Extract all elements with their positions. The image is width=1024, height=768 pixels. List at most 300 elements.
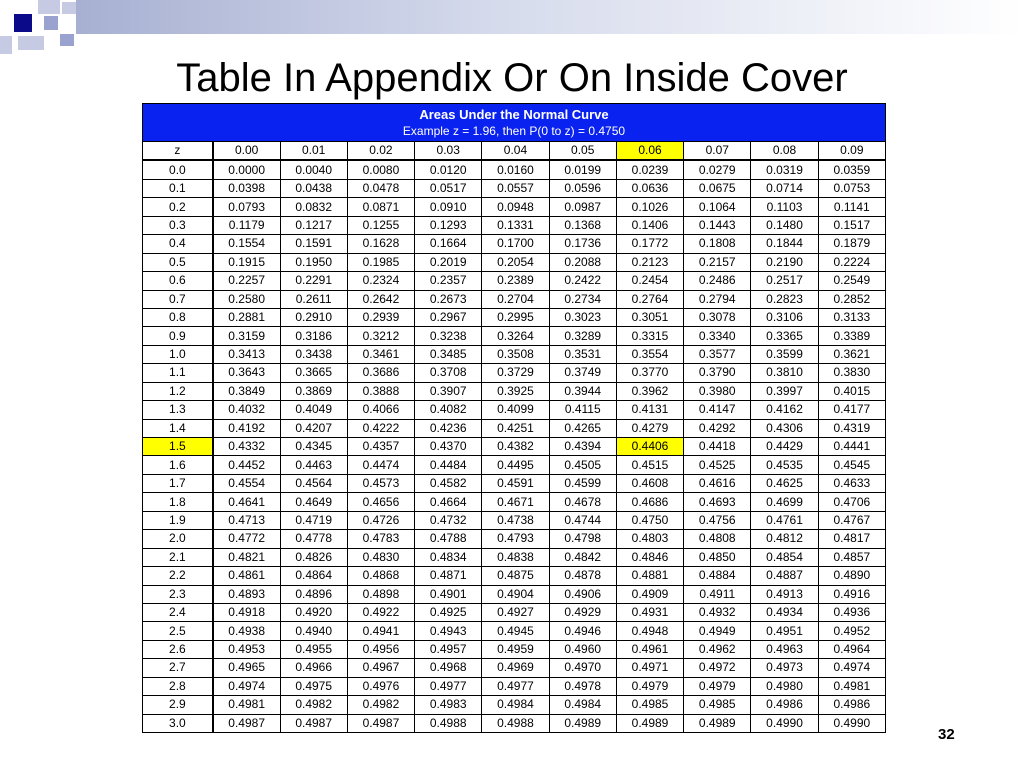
table-cell: 0.4959 xyxy=(482,640,549,658)
table-cell: 0.3315 xyxy=(616,327,683,345)
slide-number: 32 xyxy=(938,726,955,743)
row-z-cell: 2.1 xyxy=(143,548,213,566)
table-cell: 0.3888 xyxy=(347,382,414,400)
table-cell: 0.2486 xyxy=(684,272,751,290)
table-cell: 0.3438 xyxy=(280,345,347,363)
header-cell-z: z xyxy=(143,142,213,161)
table-row xyxy=(143,696,886,714)
table-cell: 0.2881 xyxy=(213,308,280,326)
table-row xyxy=(143,456,886,474)
row-z-cell: 0.4 xyxy=(143,235,213,253)
table-cell: 0.4968 xyxy=(415,659,482,677)
table-cell: 0.0080 xyxy=(347,160,414,179)
table-cell: 0.0279 xyxy=(684,160,751,179)
table-cell: 0.4890 xyxy=(818,567,885,585)
table-cell: 0.4946 xyxy=(549,622,616,640)
table-cell: 0.3365 xyxy=(751,327,818,345)
table-cell: 0.4357 xyxy=(347,438,414,456)
table-cell: 0.1879 xyxy=(818,235,885,253)
header-cell: 0.09 xyxy=(818,142,885,161)
deco-square xyxy=(44,16,58,30)
table-cell: 0.4952 xyxy=(818,622,885,640)
table-row xyxy=(143,419,886,437)
table-cell: 0.4932 xyxy=(684,603,751,621)
header-cell: 0.01 xyxy=(280,142,347,161)
table-cell: 0.4945 xyxy=(482,622,549,640)
table-cell: 0.4515 xyxy=(616,456,683,474)
table-cell: 0.4920 xyxy=(280,603,347,621)
deco-square xyxy=(18,36,44,50)
table-cell: 0.4987 xyxy=(213,714,280,732)
table-cell: 0.4719 xyxy=(280,511,347,529)
table-cell: 0.4953 xyxy=(213,640,280,658)
table-cell: 0.2054 xyxy=(482,253,549,271)
table-row xyxy=(143,401,886,419)
table-cell: 0.4984 xyxy=(482,696,549,714)
table-cell: 0.4956 xyxy=(347,640,414,658)
table-cell: 0.4871 xyxy=(415,567,482,585)
table-cell: 0.2389 xyxy=(482,272,549,290)
row-z-cell: 0.7 xyxy=(143,290,213,308)
table-cell: 0.0596 xyxy=(549,179,616,197)
table-cell: 0.1026 xyxy=(616,198,683,216)
header-cell: 0.04 xyxy=(482,142,549,161)
table-row xyxy=(143,493,886,511)
table-cell: 0.3289 xyxy=(549,327,616,345)
row-z-cell: 2.8 xyxy=(143,677,213,695)
table-cell: 0.4986 xyxy=(751,696,818,714)
deco-square xyxy=(60,34,74,46)
table-cell: 0.4236 xyxy=(415,419,482,437)
table-cell: 0.0359 xyxy=(818,160,885,179)
table-cell: 0.4616 xyxy=(684,474,751,492)
row-z-cell: 1.5 xyxy=(143,438,213,456)
table-cell: 0.4854 xyxy=(751,548,818,566)
table-cell: 0.4788 xyxy=(415,530,482,548)
table-cell: 0.3212 xyxy=(347,327,414,345)
table-cell: 0.0910 xyxy=(415,198,482,216)
table-cell: 0.4957 xyxy=(415,640,482,658)
table-cell: 0.4207 xyxy=(280,419,347,437)
table-cell: 0.2190 xyxy=(751,253,818,271)
table-cell: 0.3665 xyxy=(280,364,347,382)
row-z-cell: 1.8 xyxy=(143,493,213,511)
table-cell: 0.4726 xyxy=(347,511,414,529)
header-cell: 0.07 xyxy=(684,142,751,161)
table-cell: 0.2357 xyxy=(415,272,482,290)
table-cell: 0.4971 xyxy=(616,659,683,677)
table-cell: 0.2549 xyxy=(818,272,885,290)
table-cell: 0.2852 xyxy=(818,290,885,308)
table-cell: 0.4505 xyxy=(549,456,616,474)
table-cell: 0.4441 xyxy=(818,438,885,456)
table-cell: 0.4850 xyxy=(684,548,751,566)
table-cell: 0.3729 xyxy=(482,364,549,382)
table-cell: 0.3461 xyxy=(347,345,414,363)
table-cell: 0.0832 xyxy=(280,198,347,216)
table-cell: 0.4406 xyxy=(616,438,683,456)
table-cell: 0.4452 xyxy=(213,456,280,474)
table-cell: 0.4783 xyxy=(347,530,414,548)
table-cell: 0.4671 xyxy=(482,493,549,511)
table-cell: 0.4808 xyxy=(684,530,751,548)
table-row xyxy=(143,364,886,382)
table-cell: 0.4881 xyxy=(616,567,683,585)
table-cell: 0.4988 xyxy=(415,714,482,732)
table-cell: 0.4686 xyxy=(616,493,683,511)
table-cell: 0.4887 xyxy=(751,567,818,585)
table-cell: 0.4625 xyxy=(751,474,818,492)
table-cell: 0.4032 xyxy=(213,401,280,419)
table-cell: 0.4982 xyxy=(347,696,414,714)
table-cell: 0.4545 xyxy=(818,456,885,474)
row-z-cell: 0.9 xyxy=(143,327,213,345)
table-row xyxy=(143,382,886,400)
table-row xyxy=(143,567,886,585)
table-row xyxy=(143,714,886,732)
table-cell: 0.4989 xyxy=(684,714,751,732)
table-cell: 0.4838 xyxy=(482,548,549,566)
table-banner-row xyxy=(143,104,886,142)
table-cell: 0.4911 xyxy=(684,585,751,603)
header-cell: 0.03 xyxy=(415,142,482,161)
table-cell: 0.4878 xyxy=(549,567,616,585)
table-cell: 0.4989 xyxy=(549,714,616,732)
table-cell: 0.4821 xyxy=(213,548,280,566)
table-cell: 0.2642 xyxy=(347,290,414,308)
table-cell: 0.2422 xyxy=(549,272,616,290)
table-cell: 0.4943 xyxy=(415,622,482,640)
table-cell: 0.4898 xyxy=(347,585,414,603)
row-z-cell: 0.5 xyxy=(143,253,213,271)
table-cell: 0.4901 xyxy=(415,585,482,603)
table-cell: 0.1554 xyxy=(213,235,280,253)
row-z-cell: 1.7 xyxy=(143,474,213,492)
table-cell: 0.0478 xyxy=(347,179,414,197)
table-row xyxy=(143,585,886,603)
table-cell: 0.4941 xyxy=(347,622,414,640)
table-row xyxy=(143,160,886,179)
table-row xyxy=(143,327,886,345)
header-cell: 0.02 xyxy=(347,142,414,161)
table-cell: 0.3997 xyxy=(751,382,818,400)
table-row xyxy=(143,640,886,658)
table-row xyxy=(143,198,886,216)
table-cell: 0.4599 xyxy=(549,474,616,492)
table-cell: 0.4925 xyxy=(415,603,482,621)
table-cell: 0.4981 xyxy=(213,696,280,714)
table-cell: 0.3810 xyxy=(751,364,818,382)
table-cell: 0.3962 xyxy=(616,382,683,400)
row-z-cell: 0.8 xyxy=(143,308,213,326)
table-cell: 0.2123 xyxy=(616,253,683,271)
table-cell: 0.4292 xyxy=(684,419,751,437)
table-cell: 0.4306 xyxy=(751,419,818,437)
table-cell: 0.4778 xyxy=(280,530,347,548)
slide-decoration xyxy=(0,0,1024,60)
table-cell: 0.4099 xyxy=(482,401,549,419)
table-cell: 0.4964 xyxy=(818,640,885,658)
table-cell: 0.4966 xyxy=(280,659,347,677)
table-cell: 0.4974 xyxy=(818,659,885,677)
table-cell: 0.4913 xyxy=(751,585,818,603)
table-cell: 0.0199 xyxy=(549,160,616,179)
table-cell: 0.2157 xyxy=(684,253,751,271)
row-z-cell: 1.4 xyxy=(143,419,213,437)
table-cell: 0.4279 xyxy=(616,419,683,437)
row-z-cell: 0.2 xyxy=(143,198,213,216)
table-row xyxy=(143,272,886,290)
table-cell: 0.4929 xyxy=(549,603,616,621)
table-cell: 0.1664 xyxy=(415,235,482,253)
table-cell: 0.2454 xyxy=(616,272,683,290)
table-cell: 0.3643 xyxy=(213,364,280,382)
table-cell: 0.4649 xyxy=(280,493,347,511)
table-cell: 0.1736 xyxy=(549,235,616,253)
header-cell: 0.08 xyxy=(751,142,818,161)
table-cell: 0.1950 xyxy=(280,253,347,271)
table-cell: 0.4988 xyxy=(482,714,549,732)
table-cell: 0.1808 xyxy=(684,235,751,253)
table-header-row xyxy=(143,142,886,161)
table-cell: 0.2580 xyxy=(213,290,280,308)
table-cell: 0.4967 xyxy=(347,659,414,677)
row-z-cell: 0.1 xyxy=(143,179,213,197)
table-cell: 0.4977 xyxy=(482,677,549,695)
table-cell: 0.3749 xyxy=(549,364,616,382)
table-cell: 0.0438 xyxy=(280,179,347,197)
table-cell: 0.2794 xyxy=(684,290,751,308)
table-cell: 0.3925 xyxy=(482,382,549,400)
table-cell: 0.1368 xyxy=(549,216,616,234)
table-cell: 0.4463 xyxy=(280,456,347,474)
table-cell: 0.4955 xyxy=(280,640,347,658)
table-cell: 0.4984 xyxy=(549,696,616,714)
table-cell: 0.4591 xyxy=(482,474,549,492)
table-cell: 0.4767 xyxy=(818,511,885,529)
table-cell: 0.3599 xyxy=(751,345,818,363)
row-z-cell: 2.5 xyxy=(143,622,213,640)
table-row xyxy=(143,290,886,308)
header-cell: 0.05 xyxy=(549,142,616,161)
table-cell: 0.4861 xyxy=(213,567,280,585)
header-gradient-bar xyxy=(76,0,1024,34)
table-cell: 0.0793 xyxy=(213,198,280,216)
table-banner-title: Areas Under the Normal Curve xyxy=(419,106,609,122)
table-cell: 0.4846 xyxy=(616,548,683,566)
table-cell: 0.1772 xyxy=(616,235,683,253)
table-cell: 0.4918 xyxy=(213,603,280,621)
table-cell: 0.3686 xyxy=(347,364,414,382)
table-cell: 0.4761 xyxy=(751,511,818,529)
table-cell: 0.1064 xyxy=(684,198,751,216)
table-cell: 0.4177 xyxy=(818,401,885,419)
table-cell: 0.3413 xyxy=(213,345,280,363)
table-row xyxy=(143,253,886,271)
table-cell: 0.4990 xyxy=(818,714,885,732)
deco-square xyxy=(0,36,12,54)
table-row xyxy=(143,345,886,363)
table-cell: 0.3577 xyxy=(684,345,751,363)
table-cell: 0.1255 xyxy=(347,216,414,234)
table-cell: 0.4678 xyxy=(549,493,616,511)
table-cell: 0.4162 xyxy=(751,401,818,419)
table-cell: 0.3186 xyxy=(280,327,347,345)
table-cell: 0.3869 xyxy=(280,382,347,400)
table-cell: 0.4972 xyxy=(684,659,751,677)
table-cell: 0.4750 xyxy=(616,511,683,529)
table-cell: 0.4826 xyxy=(280,548,347,566)
table-cell: 0.3621 xyxy=(818,345,885,363)
table-banner xyxy=(143,104,886,142)
table-cell: 0.4938 xyxy=(213,622,280,640)
table-cell: 0.4641 xyxy=(213,493,280,511)
table-cell: 0.4319 xyxy=(818,419,885,437)
table-row xyxy=(143,179,886,197)
table-cell: 0.4394 xyxy=(549,438,616,456)
table-cell: 0.4693 xyxy=(684,493,751,511)
table-cell: 0.3708 xyxy=(415,364,482,382)
table-cell: 0.4535 xyxy=(751,456,818,474)
table-cell: 0.4904 xyxy=(482,585,549,603)
table-cell: 0.4370 xyxy=(415,438,482,456)
table-cell: 0.4744 xyxy=(549,511,616,529)
table-cell: 0.0040 xyxy=(280,160,347,179)
table-cell: 0.3159 xyxy=(213,327,280,345)
table-cell: 0.4983 xyxy=(415,696,482,714)
table-cell: 0.4978 xyxy=(549,677,616,695)
table-cell: 0.4987 xyxy=(280,714,347,732)
table-cell: 0.4418 xyxy=(684,438,751,456)
table-cell: 0.1103 xyxy=(751,198,818,216)
table-cell: 0.4977 xyxy=(415,677,482,695)
table-cell: 0.4345 xyxy=(280,438,347,456)
table-cell: 0.4970 xyxy=(549,659,616,677)
table-cell: 0.3485 xyxy=(415,345,482,363)
table-cell: 0.4793 xyxy=(482,530,549,548)
table-cell: 0.4049 xyxy=(280,401,347,419)
table-cell: 0.2324 xyxy=(347,272,414,290)
table-cell: 0.4265 xyxy=(549,419,616,437)
table-cell: 0.2673 xyxy=(415,290,482,308)
table-cell: 0.0675 xyxy=(684,179,751,197)
table-cell: 0.4981 xyxy=(818,677,885,695)
table-cell: 0.4909 xyxy=(616,585,683,603)
table-cell: 0.4772 xyxy=(213,530,280,548)
table-cell: 0.4948 xyxy=(616,622,683,640)
table-cell: 0.0987 xyxy=(549,198,616,216)
table-cell: 0.4927 xyxy=(482,603,549,621)
table-cell: 0.0636 xyxy=(616,179,683,197)
table-cell: 0.4884 xyxy=(684,567,751,585)
table-cell: 0.4934 xyxy=(751,603,818,621)
table-cell: 0.0398 xyxy=(213,179,280,197)
table-cell: 0.4382 xyxy=(482,438,549,456)
table-cell: 0.4192 xyxy=(213,419,280,437)
table-cell: 0.4986 xyxy=(818,696,885,714)
table-cell: 0.4222 xyxy=(347,419,414,437)
row-z-cell: 2.4 xyxy=(143,603,213,621)
table-cell: 0.4495 xyxy=(482,456,549,474)
table-cell: 0.2517 xyxy=(751,272,818,290)
table-cell: 0.1331 xyxy=(482,216,549,234)
table-cell: 0.3264 xyxy=(482,327,549,345)
table-cell: 0.1915 xyxy=(213,253,280,271)
table-cell: 0.4962 xyxy=(684,640,751,658)
table-cell: 0.3531 xyxy=(549,345,616,363)
table-cell: 0.4429 xyxy=(751,438,818,456)
row-z-cell: 0.6 xyxy=(143,272,213,290)
table-cell: 0.4817 xyxy=(818,530,885,548)
table-cell: 0.4965 xyxy=(213,659,280,677)
row-z-cell: 2.0 xyxy=(143,530,213,548)
row-z-cell: 1.0 xyxy=(143,345,213,363)
table-cell: 0.2224 xyxy=(818,253,885,271)
table-cell: 0.1217 xyxy=(280,216,347,234)
table-cell: 0.2611 xyxy=(280,290,347,308)
table-row xyxy=(143,235,886,253)
table-cell: 0.3023 xyxy=(549,308,616,326)
table-cell: 0.2734 xyxy=(549,290,616,308)
table-row xyxy=(143,511,886,529)
table-cell: 0.4633 xyxy=(818,474,885,492)
table-cell: 0.2704 xyxy=(482,290,549,308)
table-cell: 0.4713 xyxy=(213,511,280,529)
table-cell: 0.0160 xyxy=(482,160,549,179)
row-z-cell: 0.0 xyxy=(143,160,213,179)
table-cell: 0.4960 xyxy=(549,640,616,658)
slide-title: Table In Appendix Or On Inside Cover xyxy=(176,56,848,100)
table-cell: 0.1844 xyxy=(751,235,818,253)
row-z-cell: 2.9 xyxy=(143,696,213,714)
table-cell: 0.4982 xyxy=(280,696,347,714)
table-cell: 0.3508 xyxy=(482,345,549,363)
table-cell: 0.2910 xyxy=(280,308,347,326)
table-cell: 0.2291 xyxy=(280,272,347,290)
table-cell: 0.1293 xyxy=(415,216,482,234)
table-cell: 0.1628 xyxy=(347,235,414,253)
table-cell: 0.3238 xyxy=(415,327,482,345)
table-cell: 0.4906 xyxy=(549,585,616,603)
table-cell: 0.3849 xyxy=(213,382,280,400)
table-cell: 0.4738 xyxy=(482,511,549,529)
table-row xyxy=(143,308,886,326)
table-cell: 0.4834 xyxy=(415,548,482,566)
table-cell: 0.3389 xyxy=(818,327,885,345)
table-cell: 0.4756 xyxy=(684,511,751,529)
table-cell: 0.2088 xyxy=(549,253,616,271)
table-row xyxy=(143,622,886,640)
table-cell: 0.3051 xyxy=(616,308,683,326)
table-cell: 0.0517 xyxy=(415,179,482,197)
table-cell: 0.2995 xyxy=(482,308,549,326)
table-cell: 0.4985 xyxy=(616,696,683,714)
table-cell: 0.4976 xyxy=(347,677,414,695)
table-cell: 0.3554 xyxy=(616,345,683,363)
table-cell: 0.3770 xyxy=(616,364,683,382)
table-cell: 0.4115 xyxy=(549,401,616,419)
table-cell: 0.4706 xyxy=(818,493,885,511)
deco-square xyxy=(38,0,60,14)
table-cell: 0.2967 xyxy=(415,308,482,326)
table-cell: 0.4803 xyxy=(616,530,683,548)
table-cell: 0.1141 xyxy=(818,198,885,216)
table-cell: 0.3790 xyxy=(684,364,751,382)
row-z-cell: 2.2 xyxy=(143,567,213,585)
table-cell: 0.4525 xyxy=(684,456,751,474)
table-cell: 0.4864 xyxy=(280,567,347,585)
table-cell: 0.4608 xyxy=(616,474,683,492)
